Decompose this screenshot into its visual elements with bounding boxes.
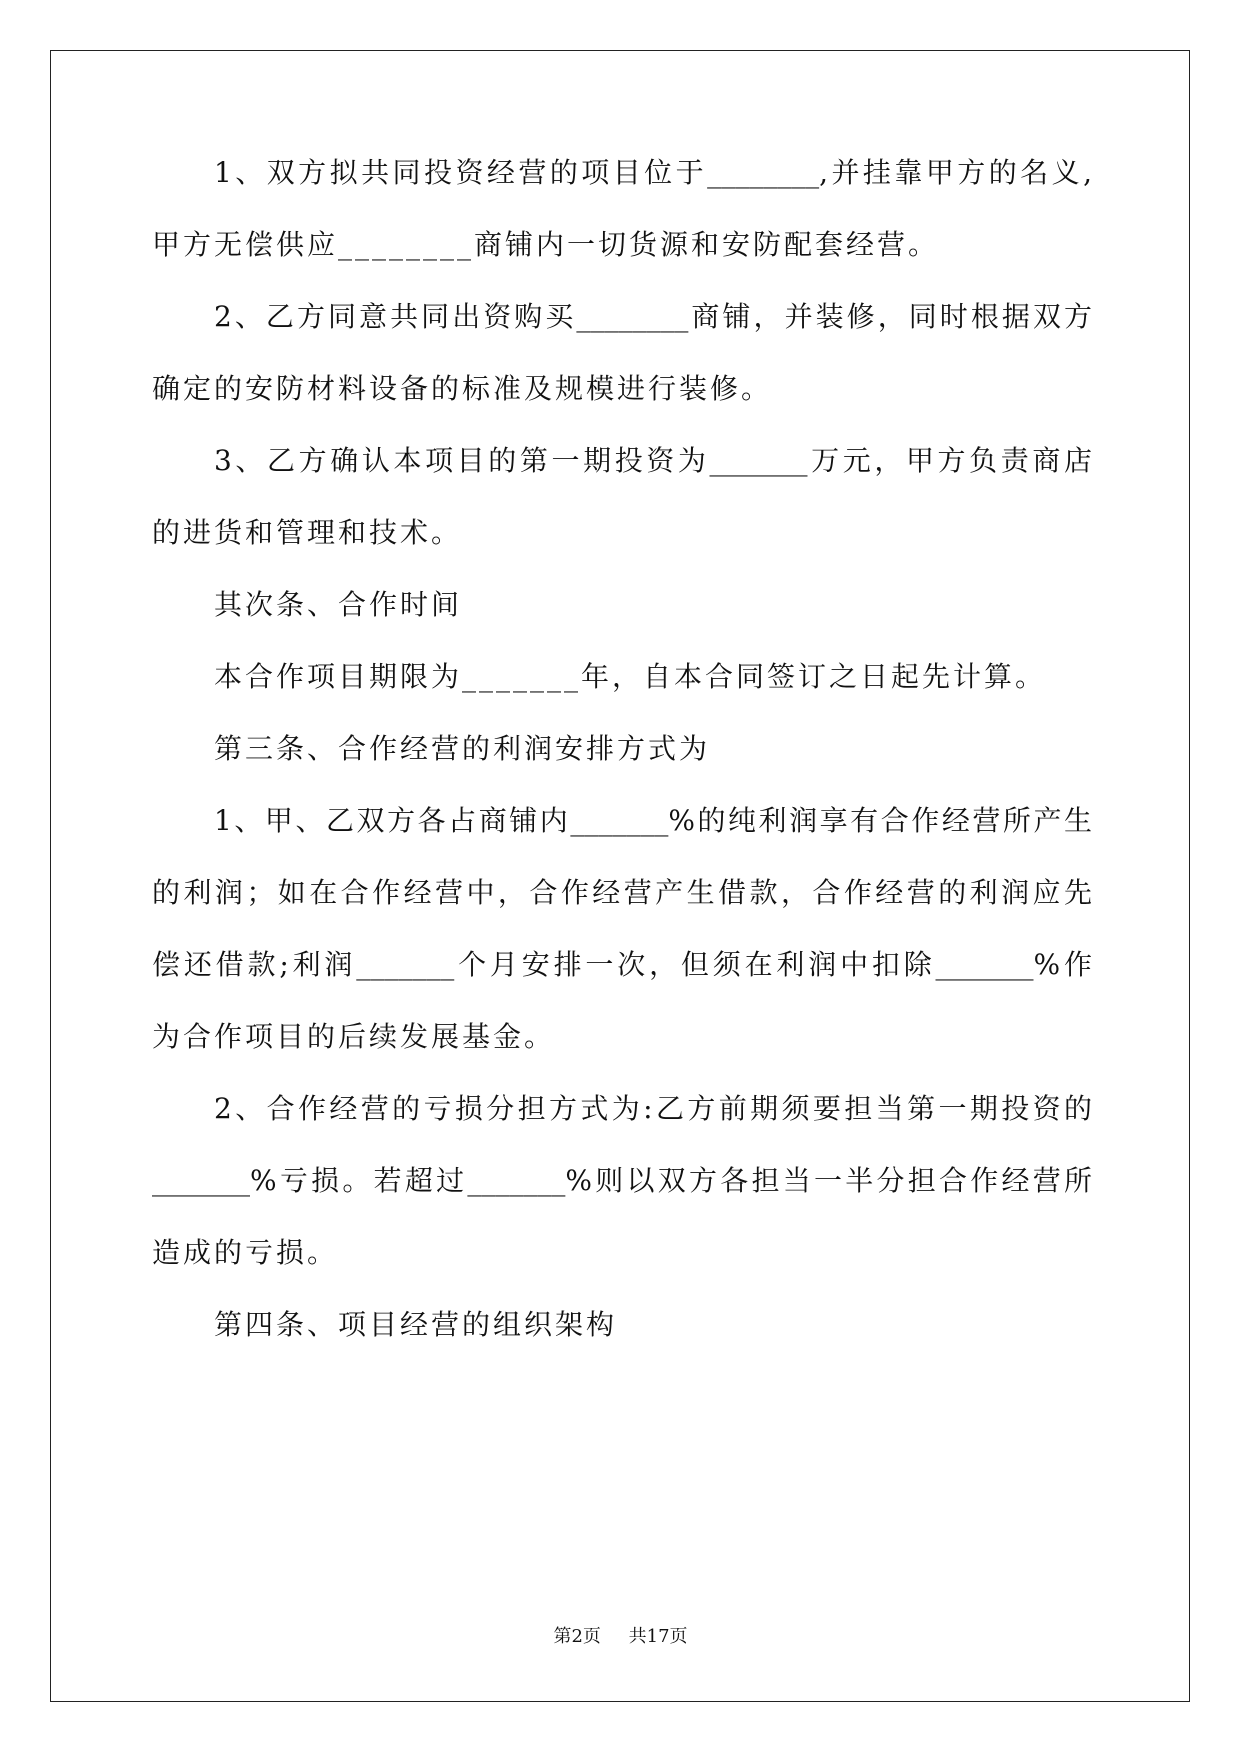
section-heading-2: 其次条、合作时间 xyxy=(214,588,463,621)
paragraph-line-11: 的利润；如在合作经营中，合作经营产生借款，合作经营的利润应先 xyxy=(152,876,1092,909)
paragraph-line-15: _______%亏损。若超过_______%则以双方各担当一半分担合作经营所 xyxy=(152,1164,1092,1197)
page-number-current: 第2页 xyxy=(553,1626,601,1647)
paragraph-line-2: 甲方无偿供应________商铺内一切货源和安防配套经营。 xyxy=(152,228,940,261)
paragraph-line-12: 偿还借款;利润_______个月安排一次，但须在利润中扣除_______%作 xyxy=(152,948,1092,981)
paragraph-line-6: 的进货和管理和技术。 xyxy=(152,516,463,549)
paragraph-line-4: 确定的安防材料设备的标准及规模进行装修。 xyxy=(152,372,773,405)
page-footer xyxy=(0,1625,1241,1649)
paragraph-line-3: 2、乙方同意共同出资购买________商铺，并装修，同时根据双方 xyxy=(214,300,1092,333)
paragraph-line-13: 为合作项目的后续发展基金。 xyxy=(152,1020,556,1053)
paragraph-line-1: 1、双方拟共同投资经营的项目位于________,并挂靠甲方的名义, xyxy=(214,156,1092,189)
paragraph-line-10: 1、甲、乙双方各占商铺内_______%的纯利润享有合作经营所产生 xyxy=(214,804,1092,837)
page-number-total: 共17页 xyxy=(628,1626,688,1647)
paragraph-line-16: 造成的亏损。 xyxy=(152,1236,339,1269)
paragraph-line-5: 3、乙方确认本项目的第一期投资为_______万元，甲方负责商店 xyxy=(214,444,1092,477)
section-heading-3: 第三条、合作经营的利润安排方式为 xyxy=(214,732,711,765)
section-heading-4: 第四条、项目经营的组织架构 xyxy=(214,1308,618,1341)
paragraph-line-8: 本合作项目期限为_______年，自本合同签订之日起先计算。 xyxy=(214,660,1047,693)
paragraph-line-14: 2、合作经营的亏损分担方式为:乙方前期须要担当第一期投资的 xyxy=(214,1092,1092,1125)
